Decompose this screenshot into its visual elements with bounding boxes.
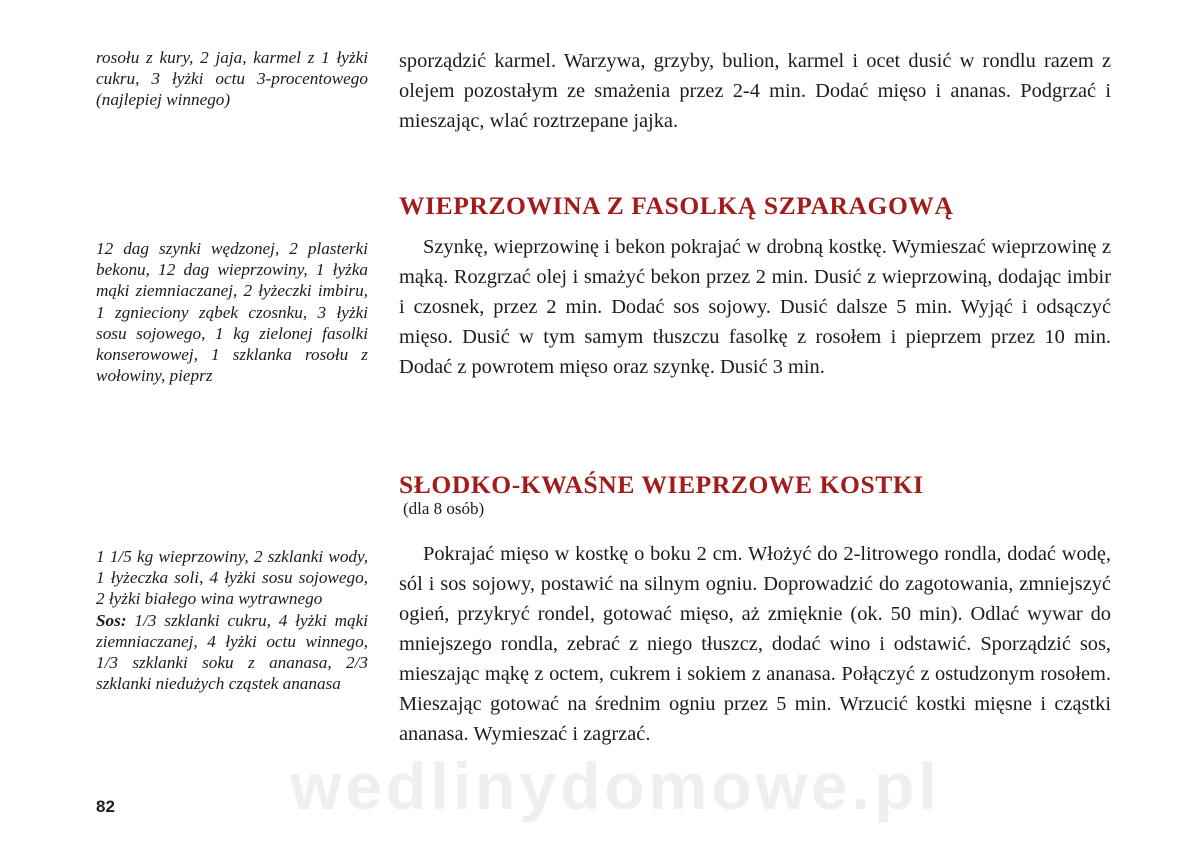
- instructions-sweet-sour-pork: Pokrajać mięso w kostkę o boku 2 cm. Włożyć do 2-litrowego rondla, dodać wodę, sól i sos sojowy, postawić na silnym ogniu. Doprowadzić do zagotowania, zmniejszyć ogień, przykryć rondel, gotować mięso, aż zmięknie (ok. 50 min). Odlać wywar do mniejszego rondla, zebrać z niego tłuszcz, dodać wino i odstawić. Sporządzić sos, mieszając mąkę z octem, cukrem i sokiem z ananasa. Połączyć z ostudzonym rosołem. Mieszając gotować na średnim ogniu przez 5 min. Wrzucić kostki mięsne i cząstki ananasa. Wymieszać i zagrzać.: [399, 543, 1111, 745]
- instructions-continued: sporządzić karmel. Warzywa, grzyby, bulion, karmel i ocet dusić w rondlu razem z olejem pozostałym ze smażenia przez 2-4 min. Dodać mięso i ananas. Podgrzać i mieszając, wlać roztrzepane jajka.: [399, 50, 1111, 132]
- ingredients-continued: rosołu z kury, 2 jaja, karmel z 1 łyżki cukru, 3 łyżki octu 3-procentowego (najlepiej winnego): [96, 48, 368, 110]
- page-number: 82: [96, 797, 115, 816]
- ingredients-pork-green-beans: 12 dag szynki wędzonej, 2 plasterki bekonu, 12 dag wieprzowiny, 1 łyżka mąki ziemniaczanej, 2 łyżeczki imbiru, 1 zgnieciony ząbek czosnku, 3 łyżki sosu sojowego, 1 kg zielonej fasolki konserowowej, 1 szklanka rosołu z wołowiny, pieprz: [96, 239, 368, 386]
- servings-note: (dla 8 osób): [403, 499, 485, 518]
- recipe-title-pork-green-beans: WIEPRZOWINA Z FASOLKĄ SZPARAGOWĄ: [399, 191, 954, 220]
- ingredients-main: 1 1/5 kg wieprzowiny, 2 szklanki wody, 1 łyżeczka soli, 4 łyżki sosu sojowego, 2 łyżki białego wina wytrawnego: [96, 547, 368, 609]
- ingredients-sweet-sour-pork: [96, 546, 368, 694]
- sauce-label: Sos:: [96, 610, 127, 630]
- watermark: wedlinydomowe.pl: [290, 749, 941, 823]
- sauce-ingredients: 1/3 szklanki cukru, 4 łyżki mąki ziemniaczanej, 4 łyżki octu winnego, 1/3 szklanki soku z ananasa, 2/3 szklanki niedużych cząstek ananasa: [96, 610, 368, 694]
- recipe-title-sweet-sour-pork: SŁODKO-KWAŚNE WIEPRZOWE KOSTKI: [399, 470, 924, 499]
- instructions-pork-green-beans: Szynkę, wieprzowinę i bekon pokrajać w drobną kostkę. Wymieszać wieprzowinę z mąką. Rozgrzać olej i smażyć bekon przez 2 min. Dusić z wieprzowiną, dodając imbir i czosnek, przez 2 min. Dodać sos sojowy. Dusić dalsze 5 min. Wyjąć i odsączyć mięso. Dusić w tym samym tłuszczu fasolkę z rosołem i pieprzem przez 10 min. Dodać z powrotem mięso oraz szynkę. Dusić 3 min.: [399, 236, 1111, 378]
